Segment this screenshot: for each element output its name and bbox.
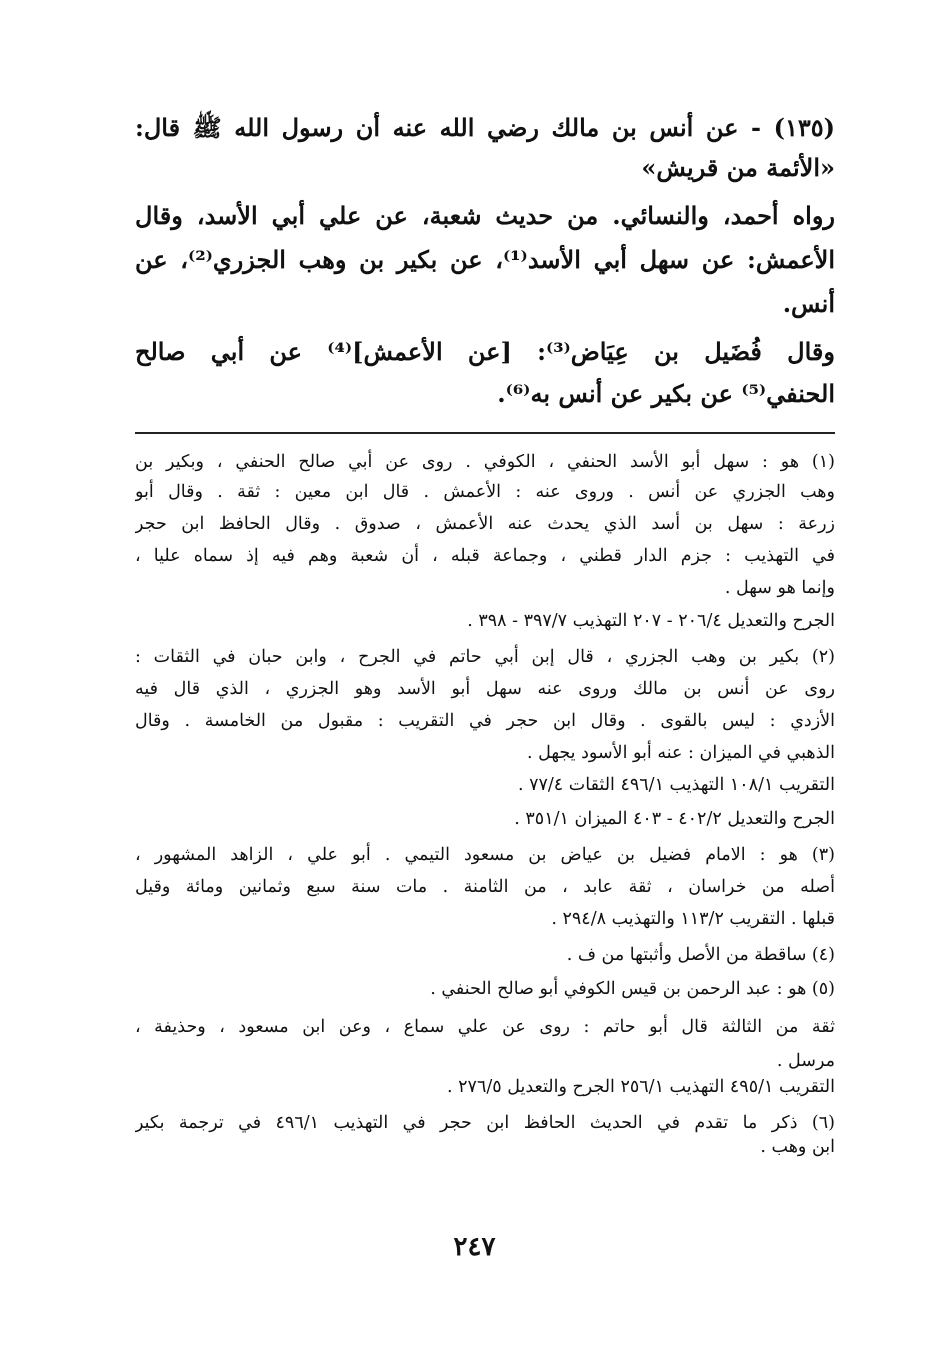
footnote-1-line-5: وإنما هو سهل . bbox=[724, 578, 835, 598]
footnote-2-line-4: الذهبي في الميزان : عنه أبو الأسود يجهل . bbox=[526, 743, 835, 763]
takhrij-line-5: الحنفي⁽⁵⁾ عن بكير عن أنس به⁽⁶⁾. bbox=[497, 379, 835, 408]
takhrij-line-2: الأعمش: عن سهل أبي الأسد⁽¹⁾، عن بكير بن وهب الجزري⁽²⁾، عن bbox=[135, 245, 835, 274]
footnote-6-line-2: ابن وهب . bbox=[760, 1137, 835, 1157]
footnote-1-line-3: زرعة : سهل بن أسد الذي يحدث عنه الأعمش ، صدوق . وقال الحافظ ابن حجر bbox=[135, 514, 835, 534]
page-number: ٢٤٧ bbox=[453, 1232, 496, 1262]
footnote-2-line-3: الأزدي : ليس بالقوى . وقال ابن حجر في التقريب : مقبول من الخامسة . وقال bbox=[135, 711, 835, 731]
footnote-2-refs-2: الجرح والتعديل ٤٠٢/٢ - ٤٠٣ الميزان ٣٥١/١ . bbox=[514, 809, 835, 829]
footnote-5-line-2: ثقة من الثالثة قال أبو حاتم : روى عن علي سماع ، وعن ابن مسعود ، وحذيفة ، bbox=[135, 1017, 835, 1037]
footnote-2-refs-1: التقريب ١٠٨/١ التهذيب ٤٩٦/١ الثقات ٧٧/٤ . bbox=[517, 775, 835, 795]
footnote-1-line-2: وهب الجزري عن أنس . وروى عنه : الأعمش . قال ابن معين : ثقة . وقال أبو bbox=[135, 482, 835, 502]
footnote-3-line-1: (٣) هو : الامام فضيل بن عياض بن مسعود التيمي . أبو علي ، الزاهد المشهور ، bbox=[135, 845, 835, 865]
footnote-4: (٤) ساقطة من الأصل وأثبتها من ف . bbox=[566, 945, 835, 965]
footnote-6-line-1: (٦) ذكر ما تقدم في الحديث الحافظ ابن حجر في التهذيب ٤٩٦/١ في ترجمة بكير bbox=[135, 1113, 835, 1133]
takhrij-line-3: أنس. bbox=[782, 289, 835, 318]
footnote-1-line-4: في التهذيب : جزم الدار قطني ، وجماعة قبله ، أن شعبة وهم فيه إذ سماه عليا ، bbox=[135, 546, 835, 566]
takhrij-line-1: رواه أحمد، والنسائي. من حديث شعبة، عن علي أبي الأسد، وقال bbox=[135, 201, 835, 230]
footnote-5-refs: التقريب ٤٩٥/١ التهذيب ٢٥٦/١ الجرح والتعديل ٢٧٦/٥ . bbox=[447, 1077, 835, 1097]
takhrij-line-4: وقال فُضَيل بن عِيَاض⁽³⁾: [عن الأعمش]⁽⁴⁾ عن أبي صالح bbox=[135, 337, 835, 366]
footnote-separator bbox=[135, 432, 835, 434]
footnote-1-line-1: (١) هو : سهل أبو الأسد الحنفي ، الكوفي . روى عن أبي صالح الحنفي ، وبكير بن bbox=[135, 452, 835, 472]
hadith-line-2: «الأئمة من قريش» bbox=[641, 153, 835, 182]
hadith-line-1: (١٣٥) - عن أنس بن مالك رضي الله عنه أن رسول الله ﷺ قال: bbox=[135, 113, 835, 142]
footnote-3-line-3: قبلها . التقريب ١١٣/٢ والتهذيب ٢٩٤/٨ . bbox=[551, 909, 835, 929]
footnote-5-line-3: مرسل . bbox=[776, 1051, 835, 1071]
footnote-3-line-2: أصله من خراسان ، ثقة عابد ، من الثامنة . مات سنة سبع وثمانين ومائة وقيل bbox=[135, 877, 835, 897]
footnote-5-line-1: (٥) هو : عبد الرحمن بن قيس الكوفي أبو صالح الحنفي . bbox=[430, 979, 835, 999]
footnote-2-line-1: (٢) بكير بن وهب الجزري ، قال إبن أبي حاتم في الجرح ، وابن حبان في الثقات : bbox=[135, 647, 835, 667]
footnote-2-line-2: روى عن أنس بن مالك وروى عنه سهل أبو الأسد وهو الجزري ، الذي قال فيه bbox=[135, 679, 835, 699]
footnote-1-refs: الجرح والتعديل ٢٠٦/٤ - ٢٠٧ التهذيب ٣٩٧/٧ - ٣٩٨ . bbox=[467, 611, 835, 631]
